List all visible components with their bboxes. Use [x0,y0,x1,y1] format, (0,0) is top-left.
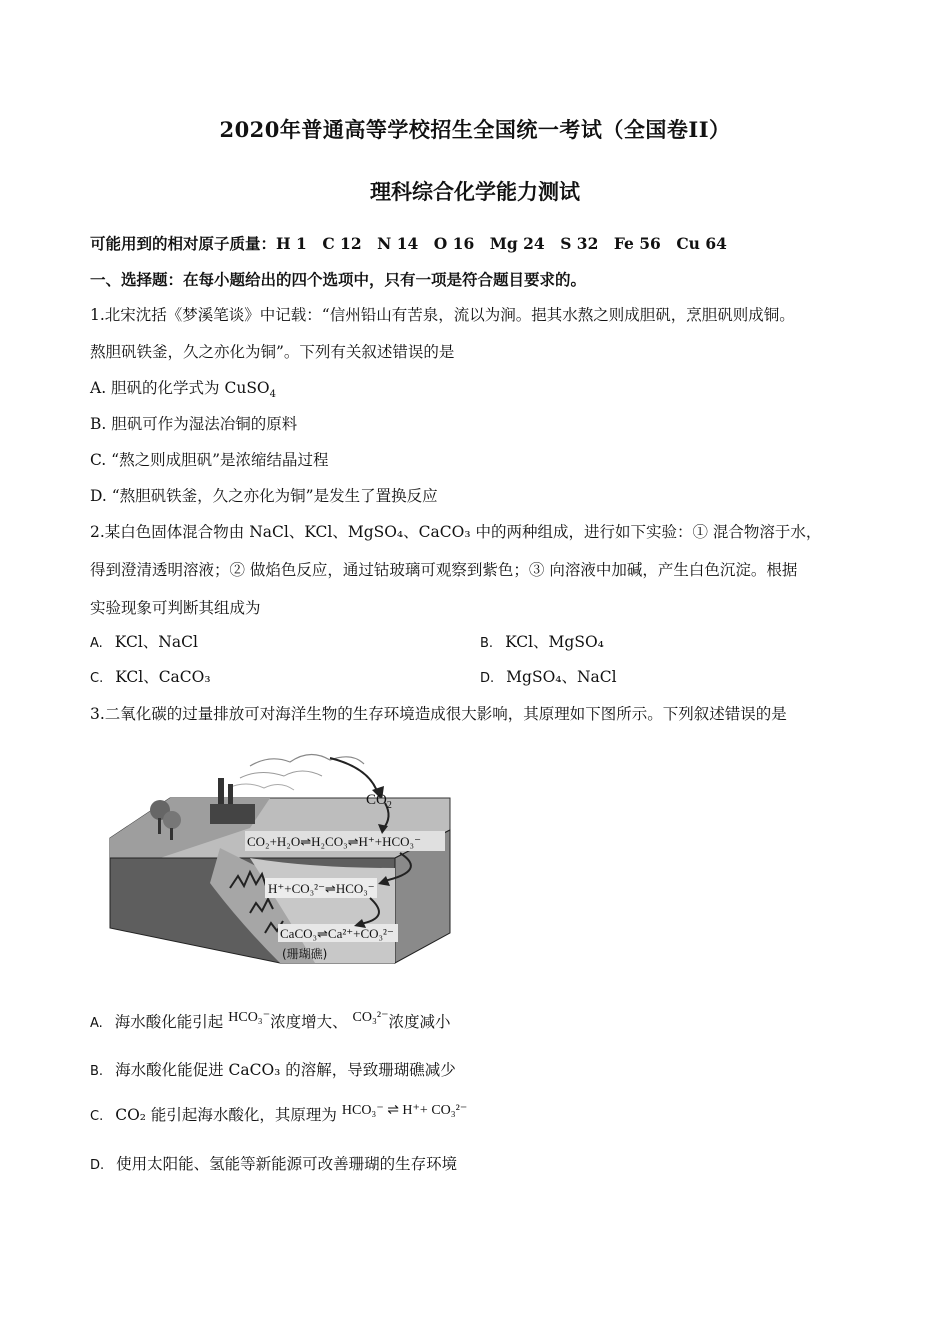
q1-option-a: A. 胆矾的化学式为 CuSO$_4$ [90,379,277,401]
equation-co2-water: CO₂+H₂O⇌H₂CO₃⇌H⁺+HCO₃⁻ [247,834,421,849]
bicarbonate-ion: HCO₃⁻ [228,1010,271,1025]
q2-stem-line2: 得到澄清透明溶液；② 做焰色反应，通过钴玻璃可观察到紫色；③ 向溶液中加碱，产生白色沉淀。根据 [90,561,798,579]
q3-option-a: A. 海水酸化能引起 HCO₃⁻浓度增大、 CO₃²⁻浓度减小 [90,1010,451,1031]
exam-subtitle: 理科综合化学能力测试 [370,179,580,204]
q2-stem-line1: 2.某白色固体混合物由 NaCl、KCl、MgSO₄、CaCO₃ 中的两种组成，进行如下实验：① 混合物溶于水， [90,523,822,541]
co2-label: $CO_2$ [366,792,392,811]
section-heading: 一、选择题：在每小题给出的四个选项中，只有一项是符合题目要求的。 [90,270,587,289]
atomic-masses: 可能用到的相对原子质量：H 1 C 12 N 14 O 16 Mg 24 S 32 Fe 56 Cu 64 [90,234,727,253]
q1-option-d: D. “熬胆矾铁釜，久之亦化为铜”是发生了置换反应 [90,487,438,505]
q2-option-d: D. MgSO₄、NaCl [480,668,617,686]
q1-option-b: B. 胆矾可作为湿法冶铜的原料 [90,415,298,433]
coral-reef-label: (珊瑚礁) [282,947,328,961]
q2-option-c: C. KCl、CaCO₃ [90,668,211,686]
q3-option-d: D. 使用太阳能、氢能等新能源可改善珊瑚的生存环境 [90,1155,458,1173]
q1-stem-line1: 1.北宋沈括《梦溪笔谈》中记载：“信州铅山有苦泉，流以为涧。挹其水熬之则成胆矾，烹胆矾则成铜。 [90,306,795,324]
q2-stem-line3: 实验现象可判断其组成为 [90,599,261,617]
q1-option-c: C. “熬之则成胆矾”是浓缩结晶过程 [90,451,329,469]
q2-option-b: B. KCl、MgSO₄ [480,633,604,651]
equation-calcium-carbonate: CaCO₃⇌Ca²⁺+CO₃²⁻ [280,926,394,941]
carbonate-ion: CO₃²⁻ [352,1010,389,1025]
equation-carbonate: H⁺+CO₃²⁻⇌HCO₃⁻ [268,881,375,896]
q3-stem: 3.二氧化碳的过量排放可对海洋生物的生存环境造成很大影响，其原理如下图所示。下列叙述错误的是 [90,705,787,723]
q3-option-c: C. CO₂ 能引起海水酸化，其原理为 HCO₃⁻ ⇌ H⁺+ CO₃²⁻ [90,1103,468,1124]
q1-stem-line2: 熬胆矾铁釜，久之亦化为铜”。下列有关叙述错误的是 [90,343,455,361]
q2-option-a: A. KCl、NaCl [90,633,198,651]
bicarbonate-equilibrium: HCO₃⁻ ⇌ H⁺+ CO₃²⁻ [341,1103,468,1118]
q3-option-b: B. 海水酸化能促进 CaCO₃ 的溶解，导致珊瑚礁减少 [90,1061,456,1079]
ocean-co2-diagram [100,738,470,970]
exam-title: 2020年普通高等学校招生全国统一考试（全国卷II） [219,117,731,142]
ocean-diagram-svg [100,738,470,970]
